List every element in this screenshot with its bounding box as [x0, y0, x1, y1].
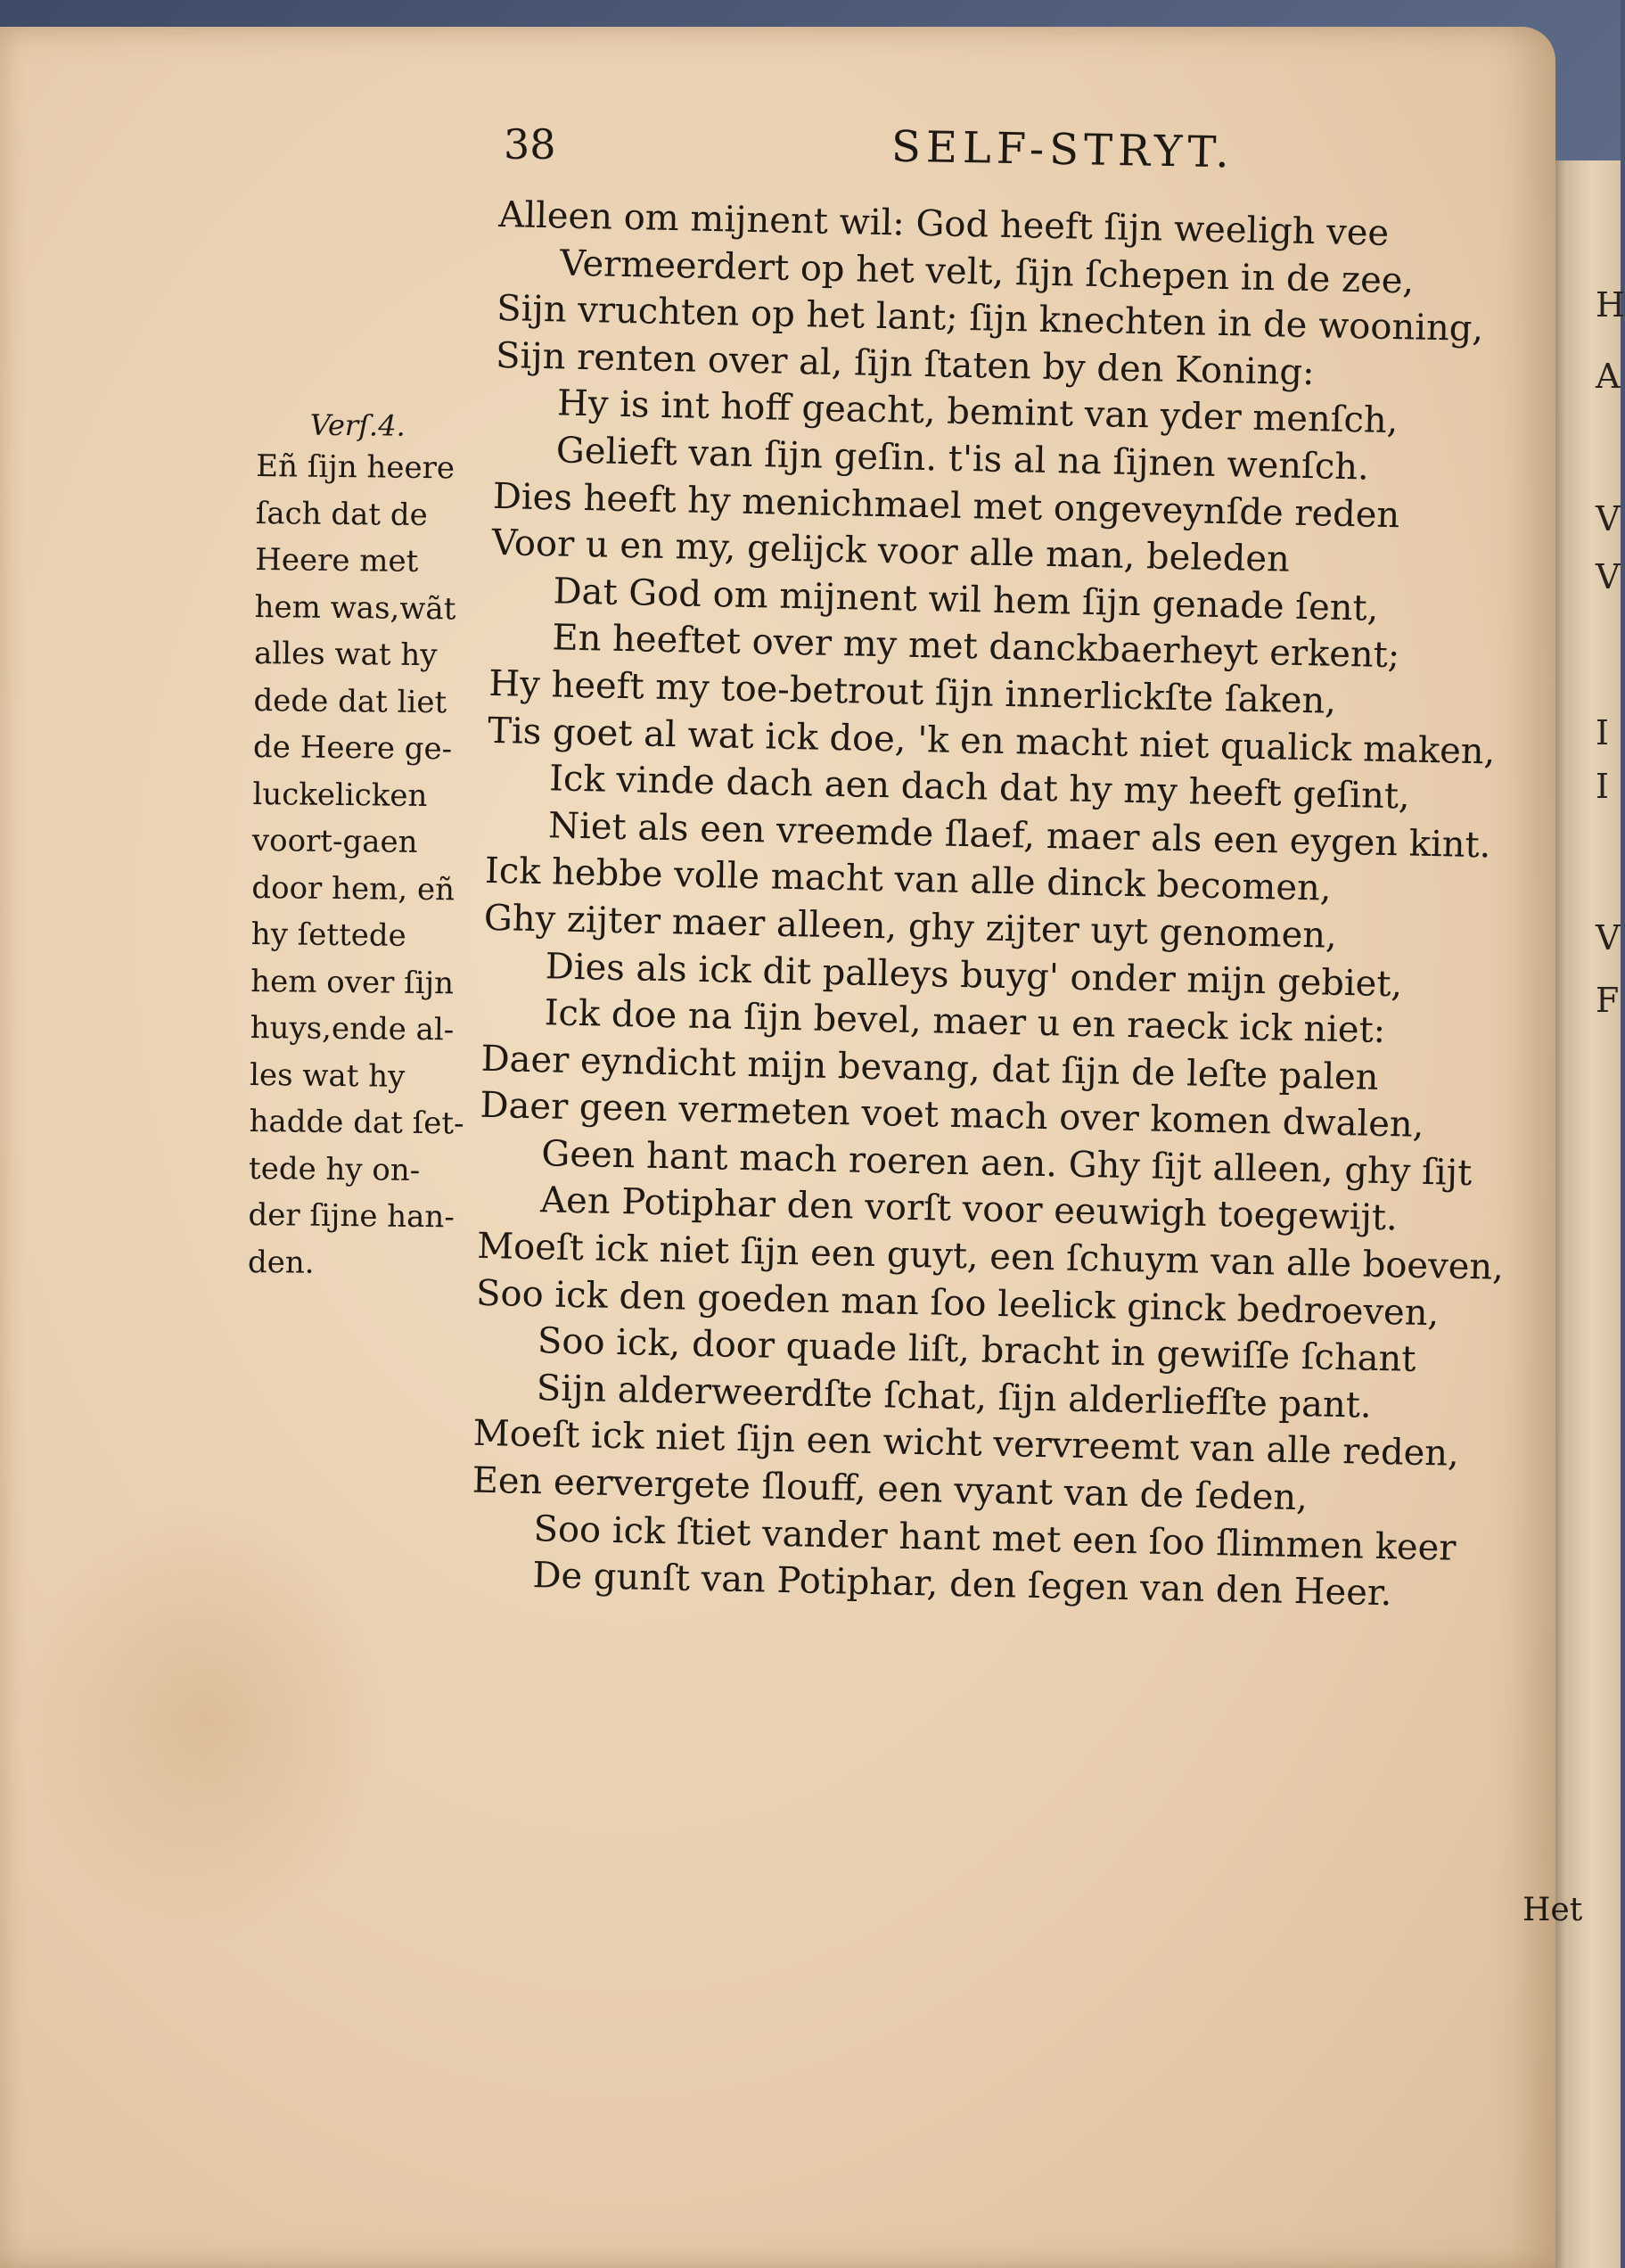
catchword: Het [1522, 1892, 1583, 1928]
poem-line: Voor u en my, gelijck voor alle man, beleden [491, 522, 1291, 580]
marginal-line: de Heere ge- [252, 728, 453, 768]
marginal-line: door hem, eñ [251, 869, 455, 908]
marginal-line: dede dat liet [253, 682, 447, 720]
poem-line: Aen Potiphar den vorſt voor eeuwigh toegewijt. [539, 1179, 1399, 1239]
poem-line: Soo ick den goeden man ſoo leelick ginck bedroeven, [475, 1272, 1440, 1335]
next-page-fragment: V [1596, 918, 1621, 957]
poem-line: Daer eyndicht mijn bevang, dat ſijn de leſte palen [480, 1038, 1379, 1098]
marginal-line: ſach dat de [255, 495, 428, 533]
next-page-fragment: A [1596, 357, 1621, 396]
marginal-line: Heere met [254, 541, 419, 579]
poem-line: Ick doe na ſijn bevel, maer u en raeck ick niet: [544, 992, 1386, 1052]
poem-text [470, 192, 1515, 1619]
poem-line: En heeftet over my met danckbaerheyt erkent; [552, 617, 1400, 677]
marginal-lines [248, 443, 515, 1288]
marginal-line: der ſijne han- [248, 1196, 455, 1236]
marginal-note [248, 406, 515, 1288]
poem-line: Sijn alderweerdſte ſchat, ſijn alderliefſte pant. [536, 1368, 1373, 1426]
poem-line: Hy heeft my toe-betrout ſijn innerlickſte ſaken, [488, 662, 1337, 722]
page-number: 38 [504, 120, 556, 168]
poem-line: Dies heeft hy menichmael met ongeveynſde reden [492, 475, 1400, 536]
marginal-line: luckelicken [252, 776, 428, 814]
marginal-line: alles wat hy [253, 635, 438, 674]
marginal-line: Eñ ſijn heere [256, 448, 455, 487]
next-page-fragment: H [1596, 285, 1625, 325]
marginal-line: hem over ſijn [250, 963, 455, 1001]
marginal-line: les wat hy [249, 1056, 406, 1095]
marginal-line: hem was,wãt [254, 588, 456, 627]
poem-line: Alleen om mijnent wil: God heeft ſijn weeligh vee [497, 193, 1390, 254]
marginal-line: hy ſettede [250, 916, 406, 954]
next-page-fragment: I [1596, 713, 1610, 752]
poem-line: Sijn vruchten op het lant; ſijn knechten in de wooning, [496, 288, 1484, 350]
poem-line: Niet als een vreemde ſlaef, maer als een eygen kint. [547, 805, 1491, 867]
poem-line: Hy is int hoff geacht, bemint van yder menſch, [556, 382, 1399, 442]
poem-line: Moeſt ick niet ſijn een wicht vervreemt van alle reden, [472, 1413, 1460, 1475]
poem-line: De gunſt van Potiphar, den ſegen van den Heer. [532, 1555, 1392, 1615]
page-stain [18, 1498, 392, 1943]
next-page-fragment: F [1596, 981, 1620, 1020]
next-page-fragment: V [1596, 557, 1621, 596]
next-page-fragment: V [1596, 499, 1621, 538]
next-page-fragment: I [1596, 767, 1610, 806]
running-title: SELF-STRYT. [890, 121, 1235, 178]
poem-line: Tis goet al wat ick doe, 'k en macht niet qualick maken, [487, 710, 1496, 773]
marginal-line: tede hy on- [248, 1150, 421, 1188]
next-page-edge [1547, 160, 1621, 2268]
marginal-reference: Verſ.4. [309, 407, 406, 443]
marginal-line: hadde dat ſet- [249, 1103, 464, 1142]
poem-line: Dat God om mijnent wil hem ſijn genade ſent, [553, 571, 1379, 629]
poem-line: Geen hant mach roeren aen. Ghy ſijt alleen, ghy ſijt [540, 1133, 1473, 1194]
poem-line: Daer geen vermeten voet mach over komen dwalen, [480, 1085, 1424, 1146]
poem-line: Een eervergete ſlouff, een vyant van de ſeden, [472, 1459, 1309, 1519]
marginal-line: voort-gaen [251, 822, 418, 860]
poem-line: Ghy zijter maer alleen, ghy zijter uyt genomen, [483, 897, 1338, 957]
poem-line: Vermeerdert op het velt, ſijn ſchepen in de zee, [559, 242, 1415, 302]
poem-line: Dies als ick dit palleys buyg' onder mijn gebiet, [545, 945, 1403, 1005]
marginal-line: den. [247, 1244, 315, 1281]
marginal-line: huys,ende al- [250, 1009, 455, 1048]
poem-line: Ick hebbe volle macht van alle dinck becomen, [484, 850, 1332, 910]
poem-line: Sijn renten over al, ſijn ſtaten by den Koning: [495, 334, 1315, 393]
poem-line: Gelieft van ſijn geſin. t'is al na ſijnen wenſch. [555, 430, 1370, 489]
poem-line: Ick vinde dach aen dach dat hy my heeft geſint, [548, 758, 1411, 818]
poem-line: Soo ick, door quade liſt, bracht in gewiſſe ſchant [537, 1320, 1416, 1381]
poem-line: Soo ick ſtiet vander hant met een ſoo ſlimmen keer [533, 1508, 1457, 1569]
poem-line: Moeſt ick niet ſijn een guyt, een ſchuym van alle boeven, [476, 1225, 1505, 1288]
